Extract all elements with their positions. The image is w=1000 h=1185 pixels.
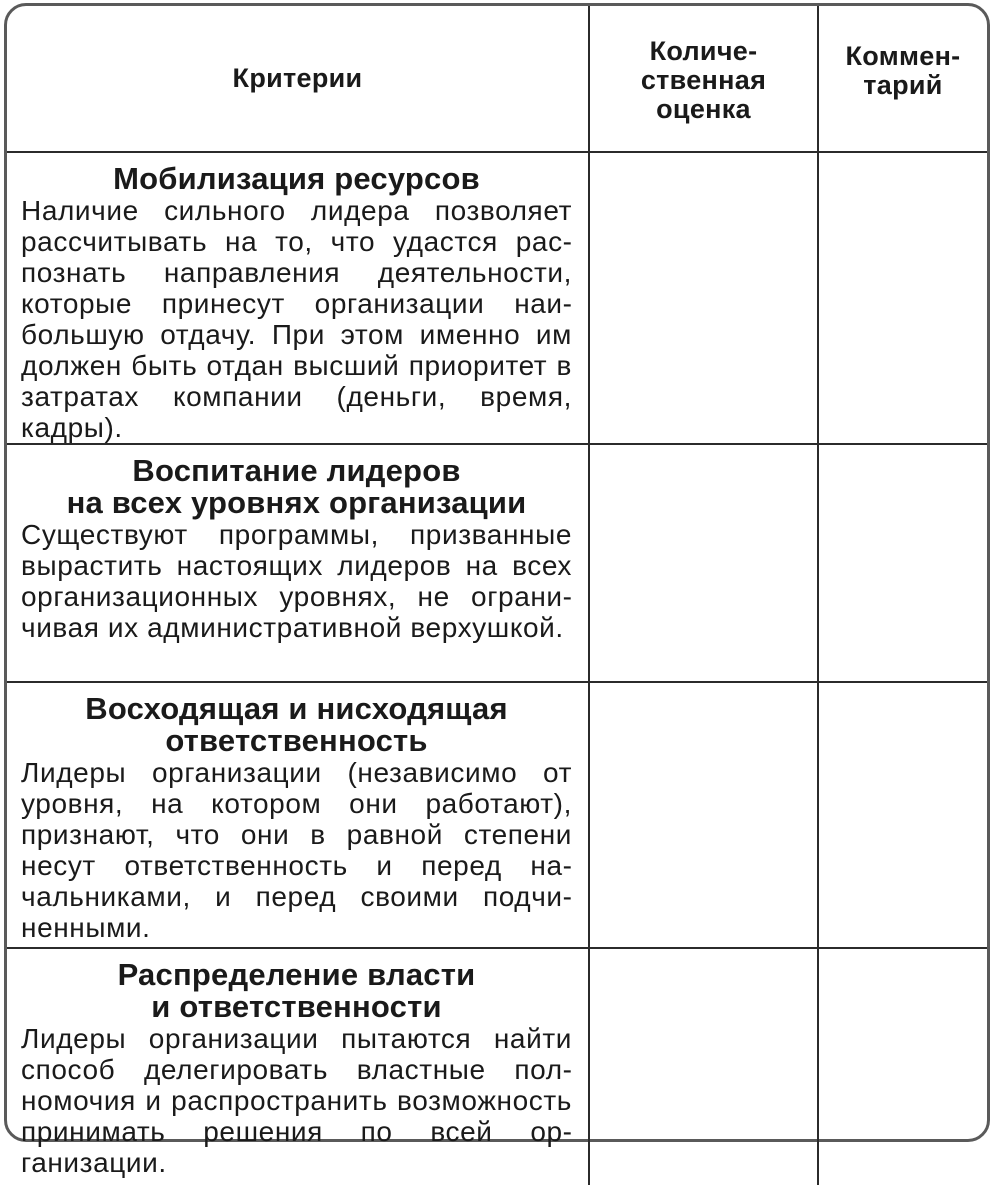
criteria-cell bbox=[7, 948, 589, 1185]
table-frame bbox=[4, 3, 990, 1178]
criteria-cell bbox=[7, 682, 589, 948]
criterion-title: Воспитание лидеров на всех уровнях организации bbox=[66, 453, 527, 520]
header-score bbox=[589, 6, 818, 152]
score-value bbox=[590, 445, 817, 681]
criterion-description: Существуют программы, призванные вырастить настоящих лидеров на всех организационных уровнях, не ограничивая их административной верхушкой. bbox=[21, 519, 572, 643]
comment-value bbox=[819, 445, 987, 681]
table-row bbox=[7, 444, 987, 682]
criterion-description: Наличие сильного лидера позволяет рассчитывать на то, что удастся распознать направления деятельности, которые принесут организации наибольшую отдачу. При этом именно им должен быть отдан высший приоритет в затратах компании (деньги, время, кадры). bbox=[21, 195, 572, 443]
score-value bbox=[590, 153, 817, 443]
header-row bbox=[7, 6, 987, 152]
criterion-description: Лидеры организации (независимо от уровня, на котором они работают), признают, что они в равной степени несут ответственность и перед начальниками, и перед своими подчиненными. bbox=[21, 757, 572, 943]
criterion-title: Восходящая и нисходящая ответственность bbox=[85, 691, 508, 758]
header-comment bbox=[818, 6, 987, 152]
score-cell[interactable] bbox=[589, 682, 818, 948]
comment-value bbox=[819, 683, 987, 947]
criteria-table bbox=[7, 6, 987, 1185]
score-cell[interactable] bbox=[589, 948, 818, 1185]
score-value bbox=[590, 683, 817, 947]
score-value bbox=[590, 949, 817, 1185]
comment-cell[interactable] bbox=[818, 948, 987, 1185]
comment-cell[interactable] bbox=[818, 682, 987, 948]
criteria-cell bbox=[7, 444, 589, 682]
header-score-label: Количе- ственная оценка bbox=[640, 36, 767, 124]
criteria-cell bbox=[7, 152, 589, 444]
comment-value bbox=[819, 949, 987, 1185]
comment-cell[interactable] bbox=[818, 444, 987, 682]
header-criteria bbox=[7, 6, 589, 152]
score-cell[interactable] bbox=[589, 444, 818, 682]
comment-value bbox=[819, 153, 987, 443]
criterion-title: Распределение власти и ответственности bbox=[117, 957, 476, 1024]
header-criteria-label: Критерии bbox=[232, 63, 363, 93]
table-row bbox=[7, 948, 987, 1185]
table-row bbox=[7, 682, 987, 948]
comment-cell[interactable] bbox=[818, 152, 987, 444]
score-cell[interactable] bbox=[589, 152, 818, 444]
criterion-description: Лидеры организации пытаются найти способ делегировать властные полномочия и распространить возможность принимать решения по всей организации. bbox=[21, 1023, 572, 1178]
header-comment-label: Коммен- тарий bbox=[845, 41, 961, 100]
table-row bbox=[7, 152, 987, 444]
criterion-title: Мобилизация ресурсов bbox=[113, 161, 480, 196]
